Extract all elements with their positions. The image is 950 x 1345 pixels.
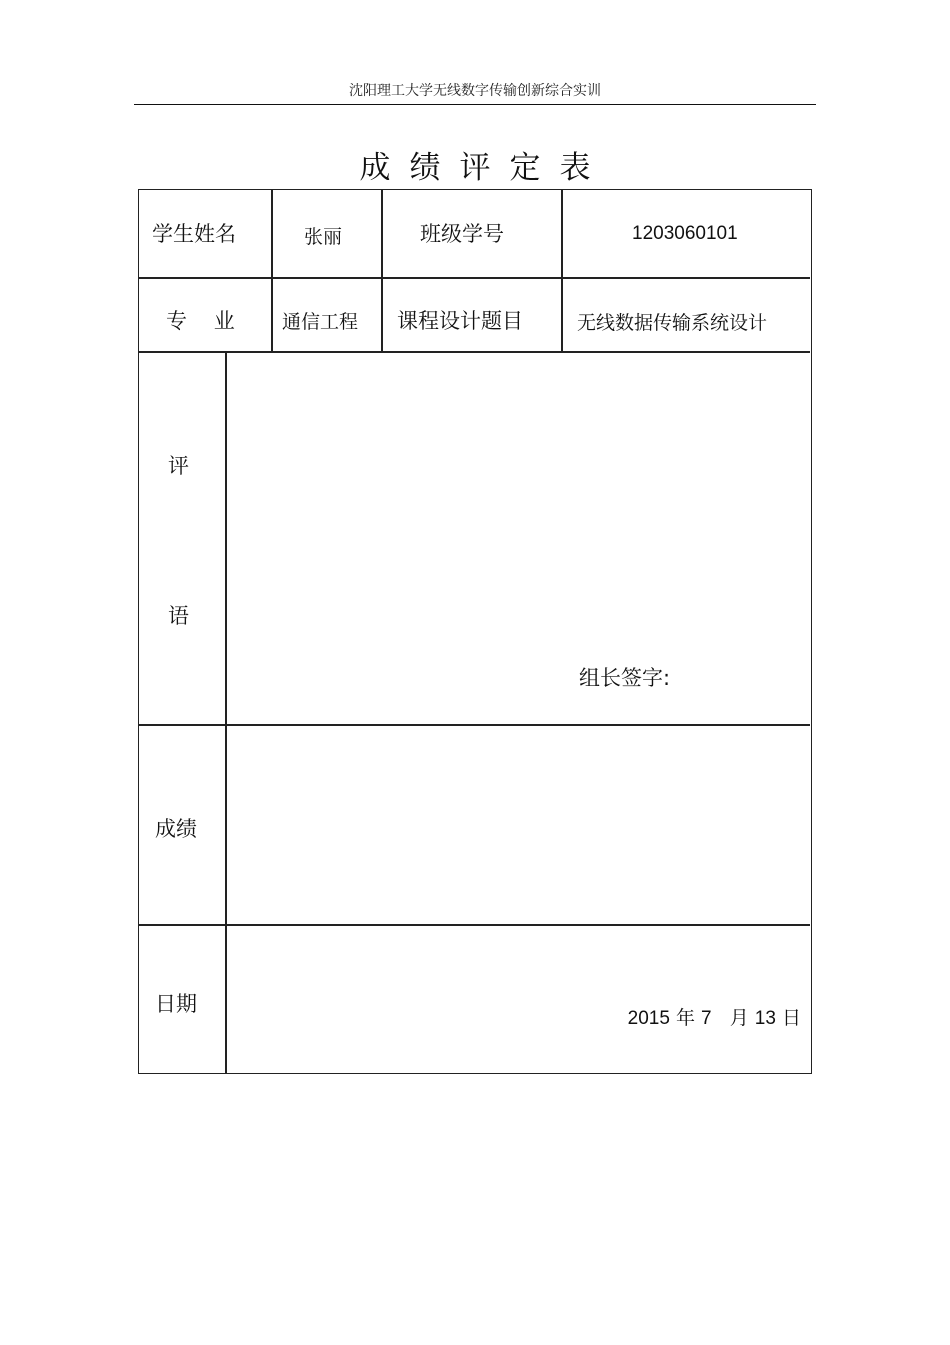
row-divider (139, 351, 810, 353)
page-header: 沈阳理工大学无线数字传输创新综合实训 (349, 83, 601, 99)
row-divider (139, 277, 810, 279)
row-divider (139, 924, 810, 926)
date-value (628, 1003, 801, 1030)
date-year: 2015 (627, 1008, 670, 1029)
column-divider (381, 190, 383, 352)
date-month: 7 (701, 1008, 712, 1029)
student-name-value: 张丽 (304, 226, 343, 248)
document-title: 成绩评定表 (359, 150, 610, 186)
column-divider (225, 351, 227, 1073)
date-label: 日期 (155, 992, 197, 1016)
date-day: 13 (754, 1008, 776, 1029)
column-divider (561, 190, 563, 352)
course-topic-value: 无线数据传输系统设计 (577, 312, 768, 334)
grade-evaluation-table (138, 189, 812, 1074)
comments-label-char-1: 评 (168, 454, 189, 478)
course-topic-label: 课程设计题目 (397, 309, 523, 333)
class-id-label: 班级学号 (420, 222, 504, 246)
date-month-unit: 月 (729, 1007, 749, 1029)
date-day-unit: 日 (781, 1007, 801, 1029)
column-divider (271, 190, 273, 352)
student-name-label: 学生姓名 (152, 222, 236, 246)
class-id-value: 1203060101 (632, 223, 738, 244)
comments-label-char-2: 语 (168, 604, 189, 628)
row-divider (139, 724, 810, 726)
major-value: 通信工程 (282, 311, 359, 333)
major-label: 专 业 (166, 309, 235, 333)
date-year-unit: 年 (675, 1007, 695, 1029)
signature-label: 组长签字: (579, 666, 671, 690)
grade-label: 成绩 (155, 817, 197, 841)
header-divider (134, 104, 816, 105)
